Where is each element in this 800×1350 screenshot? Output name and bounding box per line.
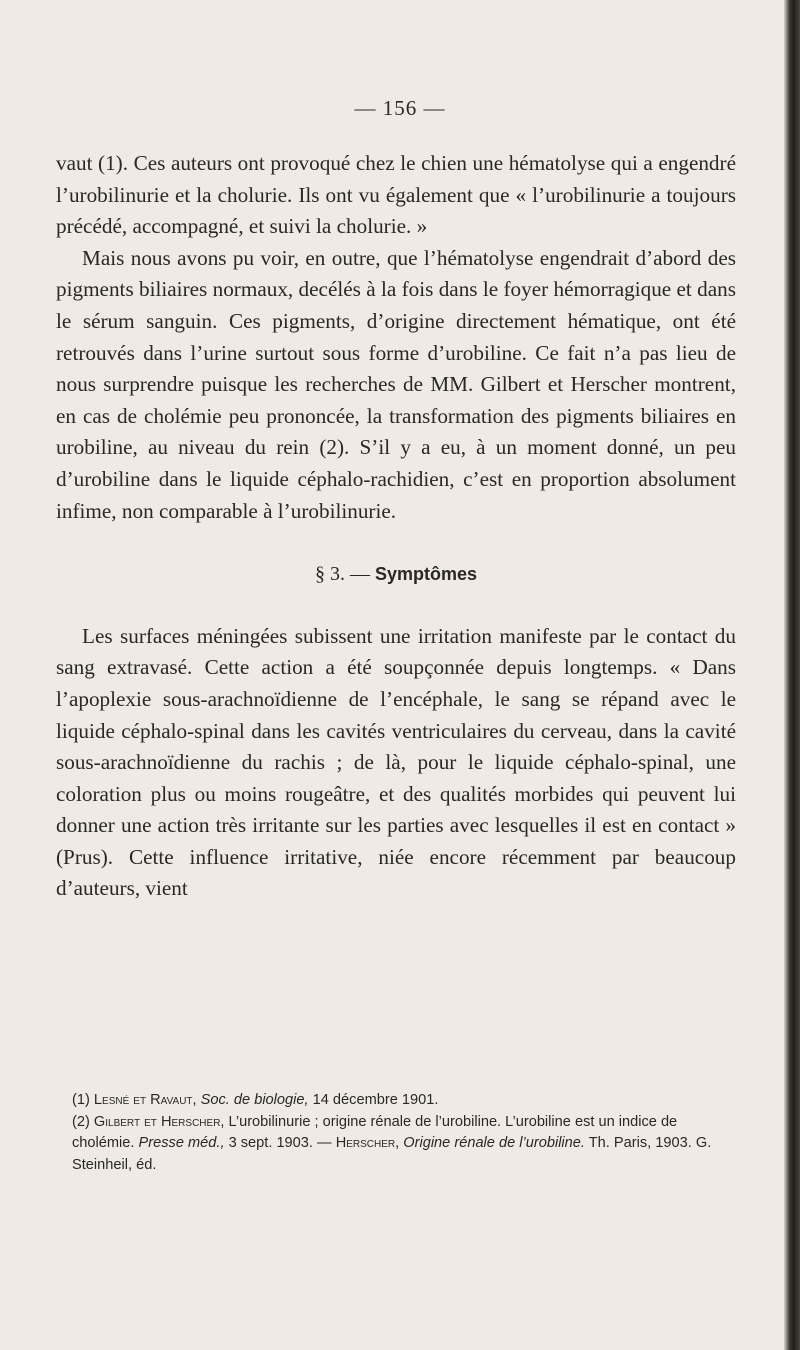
footnote-2-journal: Presse méd., — [138, 1135, 225, 1151]
footnote-2-date: 3 sept. 1903. — — [228, 1135, 332, 1151]
footnote-2 — [72, 1112, 732, 1177]
section-heading — [56, 559, 736, 591]
paragraph-3: Les surfaces méningées subissent une irritation manifeste par le contact du sang extravasé. Cette action a été soupçonnée depuis longtemps. « Dans l’apoplexie sous-arachnoïdienne de l’encéphale, le sang se répand avec le liquide céphalo-spinal dans les cavités ventriculaires du cerveau, dans la cavité sous-arachnoïdienne du rachis ; de là, pour le liquide céphalo-spinal, une coloration plus ou moins rougeâtre, et des qualités morbides qui peuvent lui donner une action très irritante sur les parties avec lesquelles il est en contact » (Prus). Cette influence irritative, niée encore récemment par beaucoup d’auteurs, vient — [56, 623, 736, 901]
footnote-2-title: L’urobilinurie ; origine rénale de l’urobiline. L’urobiline est un indice de cholémie. — [72, 1113, 678, 1151]
page-edge-shadow — [784, 0, 800, 1350]
body-text — [56, 148, 736, 905]
footnote-2-publisher: Th. Paris, 1903. G. Steinheil, éd. — [72, 1135, 712, 1173]
paragraph-1: vaut (1). Ces auteurs ont provoqué chez le chien une hématolyse qui a engendré l’urobilinurie et la cholurie. Ils ont vu également que « l’urobilinurie a toujours précédé, accompagné, et suivi la cholurie. » — [56, 151, 736, 239]
footnote-1 — [72, 1090, 732, 1112]
footnote-2-book: Origine rénale de l’urobiline. — [403, 1135, 585, 1151]
footnote-2-authors: Gilbert et Herscher, — [93, 1113, 225, 1130]
footnote-2-marker: (2) — [72, 1113, 90, 1130]
footnotes — [72, 1090, 732, 1176]
section-number: § 3. — — [314, 563, 370, 586]
footnote-1-marker: (1) — [72, 1092, 90, 1108]
footnote-1-authors: Lesné et Ravaut, — [93, 1092, 197, 1108]
section-title: Symptômes — [374, 564, 478, 585]
footnote-1-journal: Soc. de biologie, — [200, 1092, 309, 1108]
paragraph-2: Mais nous avons pu voir, en outre, que l’hématolyse engendrait d’abord des pigments biliaires normaux, decélés à la fois dans le foyer hémorragique et dans le sérum sanguin. Ces pigments, d’origine directement hématique, ont été retrouvés dans l’urine surtout sous forme d’urobiline. Ce fait n’a pas lieu de nous surprendre puisque les recherches de MM. Gilbert et Herscher montrent, en cas de cholémie peu prononcée, la transformation des pigments biliaires en urobiline, au niveau du rein (2). S’il y a eu, à un moment donné, un peu d’urobiline dans le liquide céphalo-rachidien, c’est en proportion absolument infime, non comparable à l’urobilinurie. — [56, 245, 736, 523]
page-number: — 156 — — [354, 96, 446, 120]
footnote-1-date: 14 décembre 1901. — [312, 1092, 439, 1108]
footnote-2-author2: Herscher, — [335, 1135, 400, 1151]
